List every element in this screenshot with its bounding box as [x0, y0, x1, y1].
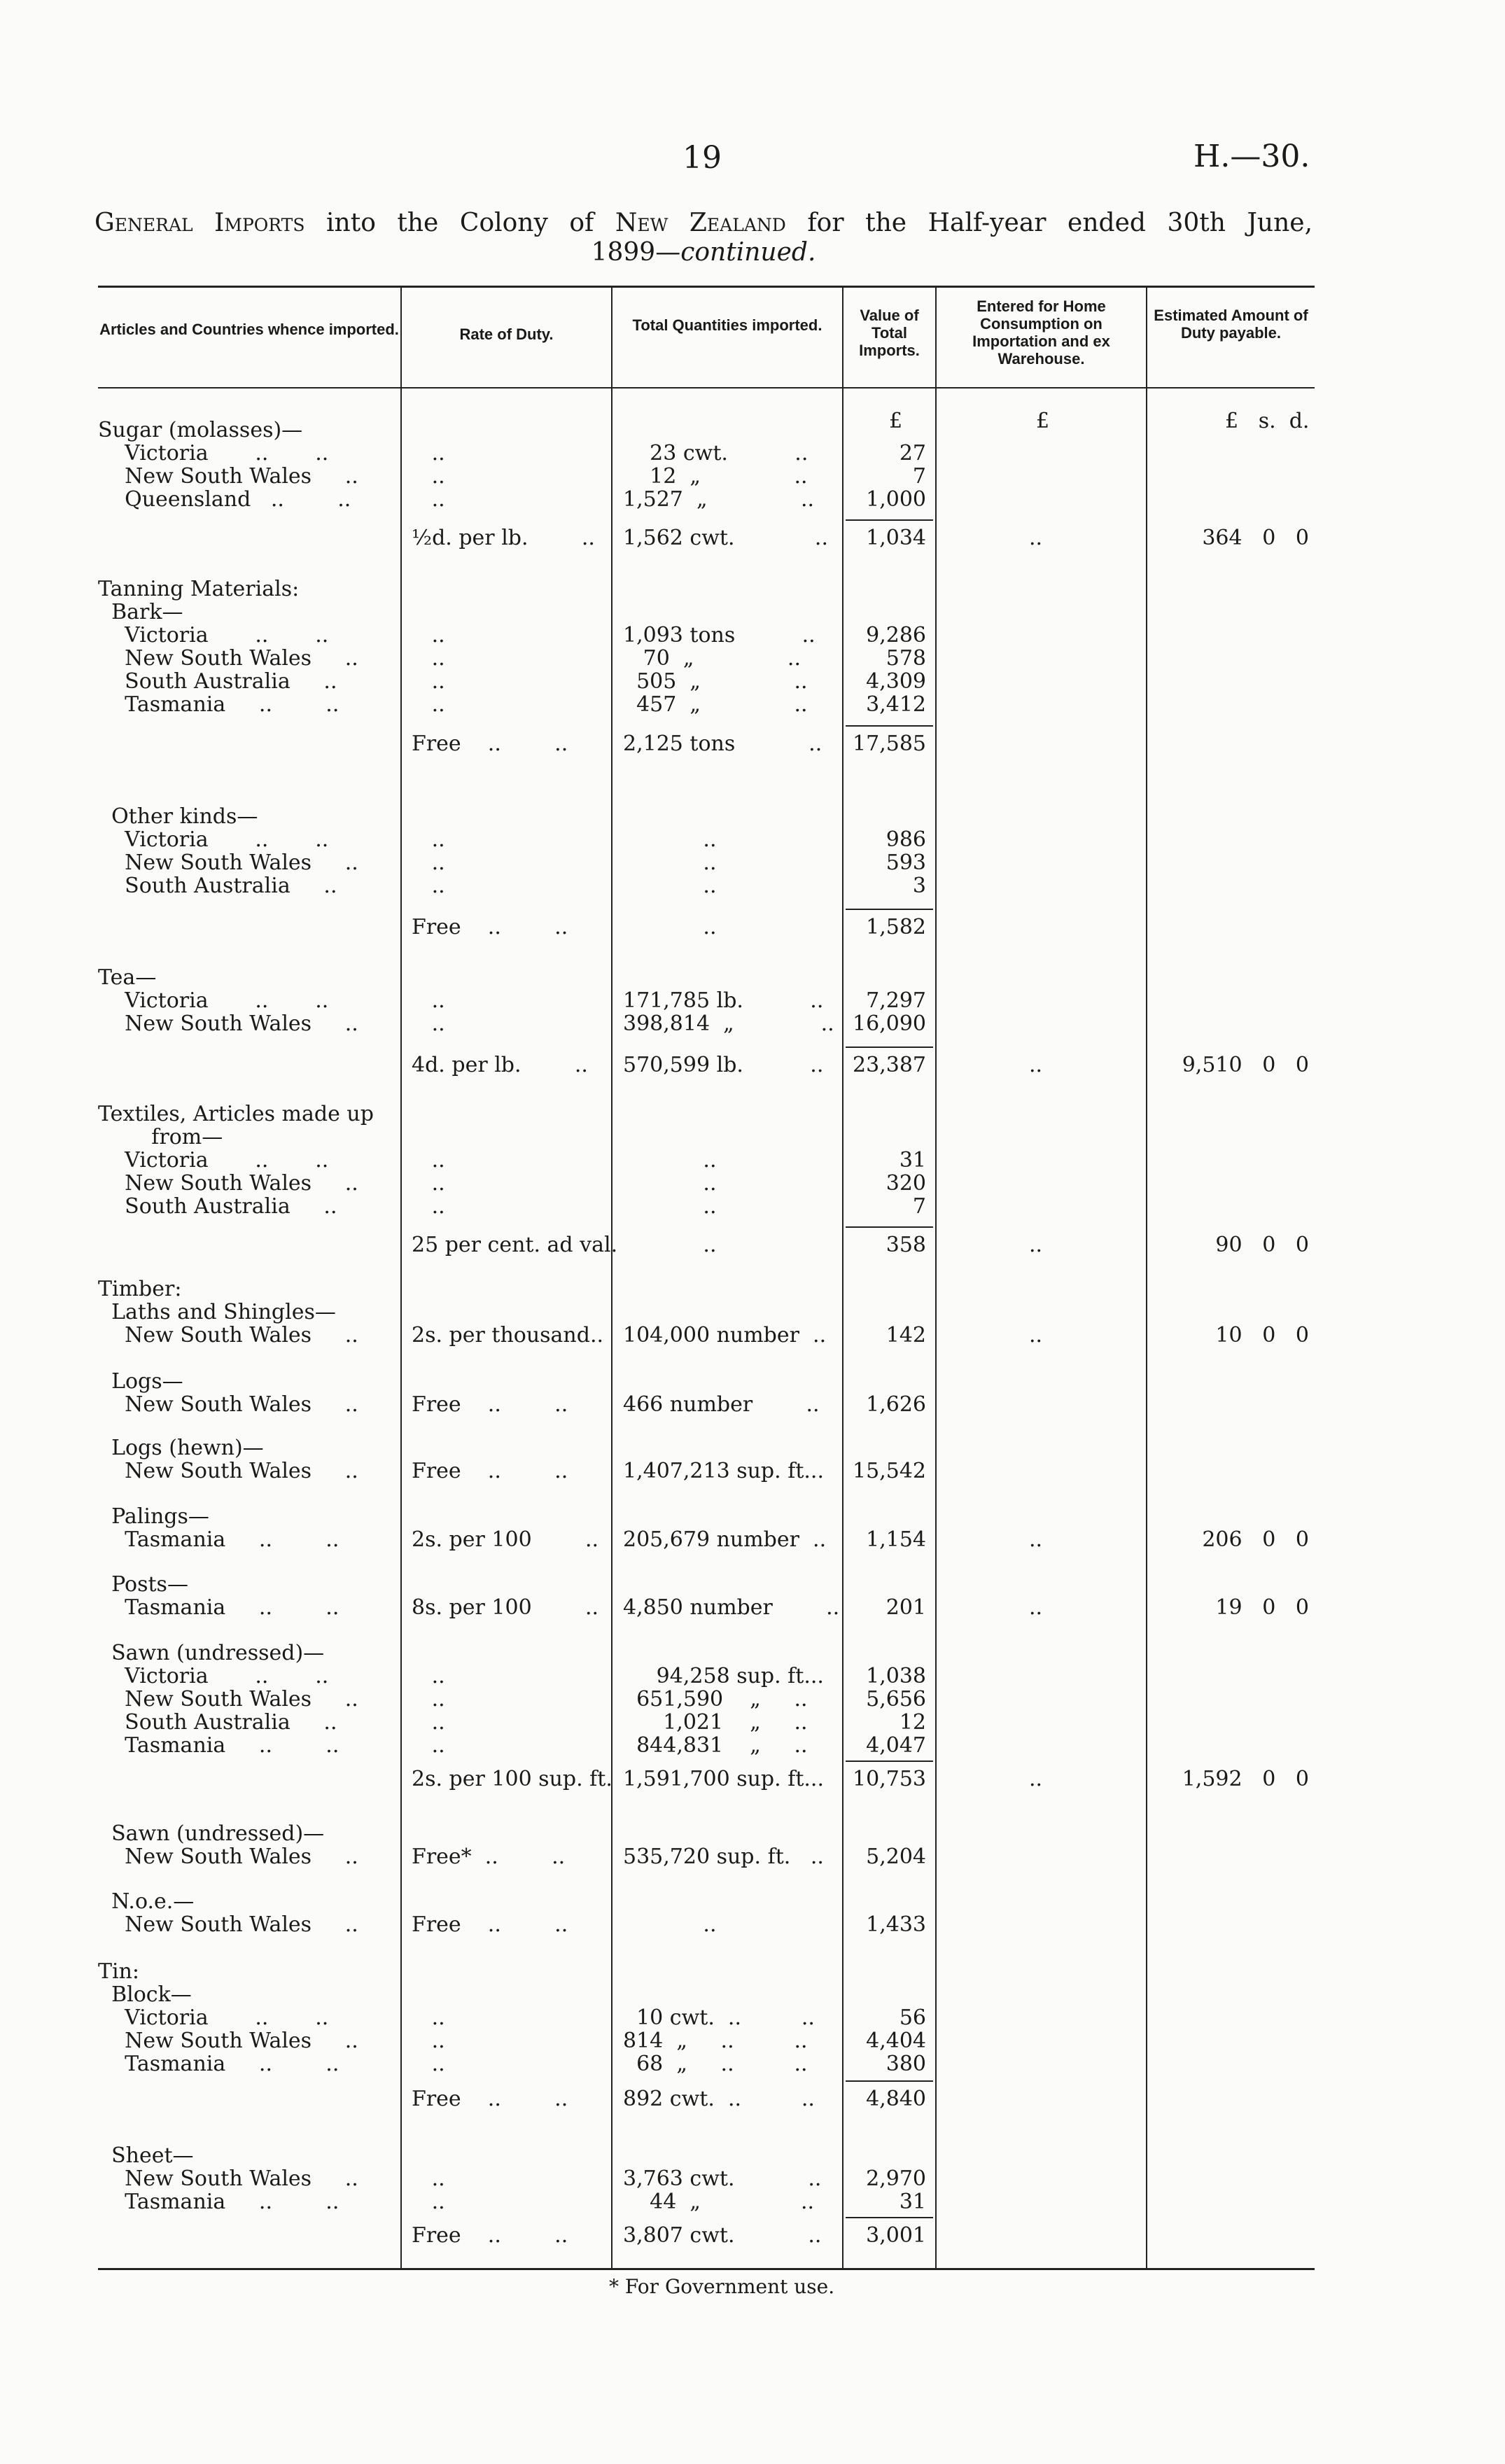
quantity-cell: 1,527 „ .. [623, 487, 815, 512]
value-cell: 15,542 [853, 1459, 926, 1483]
unit-entered: £ [1036, 409, 1050, 433]
column-divider-3 [842, 286, 844, 2268]
article-line: Palings— [98, 1504, 209, 1529]
rate-cell: Free* .. .. [412, 1844, 566, 1869]
table-top-rule [98, 286, 1315, 288]
article-line: Tea— [98, 965, 157, 990]
total-rate-cell: Free .. .. [412, 2087, 568, 2111]
article-line: Other kinds— [98, 804, 258, 829]
unit-duty: £ s. d. [1225, 409, 1310, 433]
value-cell: 56 [899, 2005, 926, 2030]
article-line: New South Wales .. [98, 2166, 358, 2191]
article-line: Victoria .. .. [98, 827, 329, 852]
total-duty-cell: 364 0 0 [1202, 526, 1309, 550]
quantity-cell: 10 cwt. .. .. [623, 2005, 815, 2030]
subtotal-rule [846, 2080, 933, 2082]
document-reference: H.—30. [1194, 139, 1310, 174]
total-duty-cell: 9,510 0 0 [1182, 1053, 1309, 1077]
article-line: Tasmania .. .. [98, 2190, 340, 2214]
rate-cell: .. [412, 850, 445, 875]
quantity-cell: 505 „ .. [623, 669, 808, 694]
column-divider-1 [400, 286, 402, 2268]
article-line: Textiles, Articles made up [98, 1102, 374, 1126]
quantity-cell: 814 „ .. .. [623, 2029, 808, 2053]
rate-cell: .. [412, 2166, 445, 2191]
title-text-b: for the Half-year ended 30th June, [785, 209, 1313, 237]
rate-cell: Free .. .. [412, 1392, 568, 1417]
quantity-cell: 44 „ .. [623, 2190, 815, 2214]
total-quantity-cell: 1,562 cwt. .. [623, 526, 828, 550]
article-line: Victoria .. .. [98, 1664, 329, 1688]
value-cell: 3 [912, 874, 926, 898]
article-line: Victoria .. .. [98, 1148, 329, 1172]
rate-cell: .. [412, 646, 445, 671]
header-bottom-rule [98, 387, 1315, 388]
total-quantity-cell: 2,125 tons .. [623, 732, 822, 756]
value-cell: 1,154 [866, 1527, 926, 1552]
subtotal-rule [846, 1226, 933, 1228]
article-line: South Australia .. [98, 874, 337, 898]
quantity-cell: 651,590 „ .. [623, 1687, 808, 1712]
total-rate-cell: 25 per cent. ad val. [412, 1233, 618, 1257]
quantity-cell: 398,814 „ .. [623, 1011, 834, 1036]
value-cell: 12 [899, 1710, 926, 1735]
article-line: Queensland .. .. [98, 487, 351, 512]
total-entered-cell: .. [1029, 526, 1043, 550]
article-line: from— [98, 1125, 223, 1149]
total-value-cell: 4,840 [866, 2087, 926, 2111]
entered-cell: .. [1029, 1595, 1043, 1620]
value-cell: 578 [886, 646, 926, 671]
quantity-cell: 12 „ .. [623, 464, 808, 489]
quantity-cell: 3,763 cwt. .. [623, 2166, 822, 2191]
article-line: Sawn (undressed)— [98, 1641, 325, 1665]
article-line: Logs (hewn)— [98, 1436, 264, 1460]
quantity-cell: 4,850 number .. [623, 1595, 840, 1620]
value-cell: 1,626 [866, 1392, 926, 1417]
page-number: 19 [682, 140, 722, 176]
article-line: Victoria .. .. [98, 2005, 329, 2030]
total-rate-cell: 2s. per 100 sup. ft. [412, 1767, 612, 1791]
rate-cell: .. [412, 1171, 445, 1196]
total-entered-cell: .. [1029, 1233, 1043, 1257]
value-cell: 5,204 [866, 1844, 926, 1869]
total-duty-cell: 90 0 0 [1215, 1233, 1309, 1257]
article-line: New South Wales .. [98, 1323, 358, 1348]
total-quantity-cell: .. [623, 915, 717, 939]
quantity-cell: 1,093 tons .. [623, 623, 816, 648]
article-line: Tasmania .. .. [98, 2052, 340, 2076]
table-title [94, 209, 1312, 238]
total-rate-cell: Free .. .. [412, 732, 568, 756]
article-line: Tasmania .. .. [98, 1527, 340, 1552]
value-cell: 7,297 [866, 988, 926, 1013]
quantity-cell: 68 „ .. .. [623, 2052, 808, 2076]
value-cell: 1,038 [866, 1664, 926, 1688]
total-quantity-cell: 570,599 lb. .. [623, 1053, 824, 1077]
rate-cell: .. [412, 2029, 445, 2053]
rate-cell: .. [412, 874, 445, 898]
quantity-cell: 535,720 sup. ft. .. [623, 1844, 824, 1869]
quantity-cell: .. [623, 1171, 717, 1196]
value-cell: 4,047 [866, 1733, 926, 1758]
article-line: New South Wales .. [98, 850, 358, 875]
value-cell: 16,090 [853, 1011, 926, 1036]
value-cell: 320 [886, 1171, 926, 1196]
subtotal-rule [846, 725, 933, 727]
table-title-line2 [94, 238, 1312, 267]
value-cell: 593 [886, 850, 926, 875]
article-line: Sheet— [98, 2143, 194, 2168]
quantity-cell: 23 cwt. .. [623, 441, 808, 465]
rate-cell: .. [412, 623, 445, 648]
article-line: New South Wales .. [98, 1459, 358, 1483]
article-line: Laths and Shingles— [98, 1300, 336, 1324]
duty-cell: 19 0 0 [1215, 1595, 1309, 1620]
header-value: Value of Total Imports. [859, 307, 920, 359]
quantity-cell: .. [623, 874, 717, 898]
subtotal-rule [846, 1760, 933, 1762]
rate-cell: .. [412, 1148, 445, 1172]
total-duty-cell: 1,592 0 0 [1182, 1767, 1309, 1791]
quantity-cell: .. [623, 1912, 717, 1937]
rate-cell: .. [412, 692, 445, 717]
title-general-imports: General Imports [94, 209, 305, 237]
rate-cell: .. [412, 1664, 445, 1688]
header-entered: Entered for Home Consumption on Importation and ex Warehouse. [972, 298, 1110, 368]
quantity-cell: 1,021 „ .. [623, 1710, 808, 1735]
article-line: New South Wales .. [98, 464, 358, 489]
article-line: South Australia .. [98, 1710, 337, 1735]
article-line: New South Wales .. [98, 1392, 358, 1417]
rate-cell: .. [412, 2052, 445, 2076]
rate-cell: 2s. per thousand.. [412, 1323, 604, 1348]
total-quantity-cell: 3,807 cwt. .. [623, 2223, 822, 2248]
footnote: * For Government use. [609, 2275, 835, 2298]
article-line: Logs— [98, 1369, 183, 1394]
quantity-cell: .. [623, 850, 717, 875]
article-line: Tanning Materials: [98, 577, 300, 601]
quantity-cell: .. [623, 1148, 717, 1172]
rate-cell: .. [412, 1011, 445, 1036]
article-line: New South Wales .. [98, 646, 358, 671]
total-value-cell: 17,585 [853, 732, 926, 756]
total-value-cell: 23,387 [853, 1053, 926, 1077]
article-line: New South Wales .. [98, 1912, 358, 1937]
total-quantity-cell: 892 cwt. .. .. [623, 2087, 815, 2111]
rate-cell: .. [412, 1733, 445, 1758]
table-bottom-rule [98, 2268, 1315, 2270]
total-quantity-cell: 1,591,700 sup. ft... [623, 1767, 824, 1791]
value-cell: 1,000 [866, 487, 926, 512]
total-value-cell: 358 [886, 1233, 926, 1257]
quantity-cell: 844,831 „ .. [623, 1733, 808, 1758]
header-articles: Articles and Countries whence imported. [99, 321, 399, 338]
value-cell: 7 [912, 1194, 926, 1219]
column-divider-5 [1146, 286, 1147, 2268]
header-duty: Estimated Amount of Duty payable. [1154, 307, 1308, 342]
article-line: South Australia .. [98, 1194, 337, 1219]
value-cell: 9,286 [866, 623, 926, 648]
rate-cell: .. [412, 1194, 445, 1219]
article-line: Sugar (molasses)— [98, 418, 303, 442]
title-continued: continued. [680, 238, 816, 267]
article-line: New South Wales .. [98, 1844, 358, 1869]
value-cell: 5,656 [866, 1687, 926, 1712]
quantity-cell: 171,785 lb. .. [623, 988, 824, 1013]
article-line: Bark— [98, 600, 183, 624]
article-line: Sawn (undressed)— [98, 1821, 325, 1846]
value-cell: 4,309 [866, 669, 926, 694]
subtotal-rule [846, 1046, 933, 1048]
header-rate: Rate of Duty. [459, 326, 554, 343]
value-cell: 986 [886, 827, 926, 852]
total-quantity-cell: .. [623, 1233, 717, 1257]
rate-cell: 8s. per 100 .. [412, 1595, 599, 1620]
quantity-cell: 70 „ .. [623, 646, 801, 671]
value-cell: 31 [899, 1148, 926, 1172]
rate-cell: .. [412, 827, 445, 852]
value-cell: 4,404 [866, 2029, 926, 2053]
article-line: New South Wales .. [98, 2029, 358, 2053]
total-value-cell: 3,001 [866, 2223, 926, 2248]
column-divider-2 [611, 286, 612, 2268]
subtotal-rule [846, 519, 933, 521]
article-line: N.o.e.— [98, 1889, 195, 1914]
rate-cell: .. [412, 487, 445, 512]
value-cell: 27 [899, 441, 926, 465]
quantity-cell: .. [623, 1194, 717, 1219]
rate-cell: Free .. .. [412, 1459, 568, 1483]
total-rate-cell: 4d. per lb. .. [412, 1053, 588, 1077]
article-line: New South Wales .. [98, 1687, 358, 1712]
article-line: Victoria .. .. [98, 441, 329, 465]
rate-cell: Free .. .. [412, 1912, 568, 1937]
subtotal-rule [846, 909, 933, 910]
header-quantities: Total Quantities imported. [632, 316, 822, 334]
article-line: New South Wales .. [98, 1011, 358, 1036]
value-cell: 2,970 [866, 2166, 926, 2191]
rate-cell: .. [412, 441, 445, 465]
article-line: New South Wales .. [98, 1171, 358, 1196]
column-divider-4 [935, 286, 937, 2268]
value-cell: 3,412 [866, 692, 926, 717]
quantity-cell: 466 number .. [623, 1392, 820, 1417]
title-new-zealand: New Zealand [615, 209, 786, 237]
value-cell: 1,433 [866, 1912, 926, 1937]
entered-cell: .. [1029, 1527, 1043, 1552]
total-entered-cell: .. [1029, 1767, 1043, 1791]
rate-cell: .. [412, 2005, 445, 2030]
article-line: Victoria .. .. [98, 988, 329, 1013]
rate-cell: .. [412, 464, 445, 489]
quantity-cell: 1,407,213 sup. ft... [623, 1459, 824, 1483]
article-line: Tasmania .. .. [98, 1595, 340, 1620]
unit-value: £ [889, 409, 903, 433]
article-line: Posts— [98, 1572, 188, 1597]
total-rate-cell: Free .. .. [412, 2223, 568, 2248]
total-rate-cell: ½d. per lb. .. [412, 526, 595, 550]
title-year: 1899— [591, 238, 681, 267]
quantity-cell: 94,258 sup. ft... [623, 1664, 824, 1688]
total-entered-cell: .. [1029, 1053, 1043, 1077]
article-line: Tasmania .. .. [98, 692, 340, 717]
quantity-cell: .. [623, 827, 717, 852]
value-cell: 142 [886, 1323, 926, 1348]
article-line: Block— [98, 1982, 192, 2007]
rate-cell: 2s. per 100 .. [412, 1527, 599, 1552]
article-line: Tin: [98, 1959, 140, 1984]
quantity-cell: 205,679 number .. [623, 1527, 827, 1552]
total-rate-cell: Free .. .. [412, 915, 568, 939]
duty-cell: 10 0 0 [1215, 1323, 1309, 1348]
rate-cell: .. [412, 1710, 445, 1735]
value-cell: 31 [899, 2190, 926, 2214]
entered-cell: .. [1029, 1323, 1043, 1348]
total-value-cell: 10,753 [853, 1767, 926, 1791]
value-cell: 7 [912, 464, 926, 489]
total-value-cell: 1,034 [866, 526, 926, 550]
article-line: South Australia .. [98, 669, 337, 694]
article-line: Timber: [98, 1277, 182, 1301]
article-line: Tasmania .. .. [98, 1733, 340, 1758]
rate-cell: .. [412, 1687, 445, 1712]
value-cell: 201 [886, 1595, 926, 1620]
total-value-cell: 1,582 [866, 915, 926, 939]
rate-cell: .. [412, 988, 445, 1013]
rate-cell: .. [412, 669, 445, 694]
value-cell: 380 [886, 2052, 926, 2076]
title-text-a: into the Colony of [304, 209, 615, 237]
article-line: Victoria .. .. [98, 623, 329, 648]
quantity-cell: 457 „ .. [623, 692, 808, 717]
subtotal-rule [846, 2217, 933, 2218]
rate-cell: .. [412, 2190, 445, 2214]
duty-cell: 206 0 0 [1202, 1527, 1309, 1552]
quantity-cell: 104,000 number .. [623, 1323, 827, 1348]
